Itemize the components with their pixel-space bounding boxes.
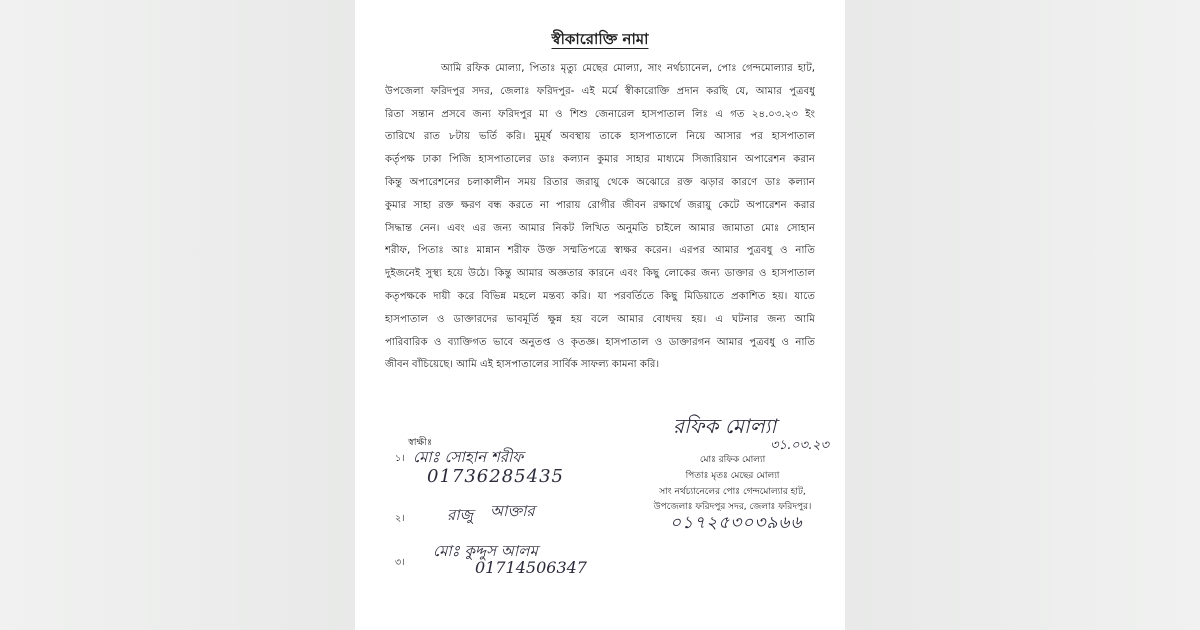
statement-line: কুমার সাহা রক্ত ক্ষরণ বন্ধ করতে না পারায় রোগীর জীবন রক্ষার্থে জরায়ু কেটে অপারেশন করার <box>385 199 815 211</box>
signature-date: ৩১.০৩.২৩ <box>770 438 829 453</box>
statement-line: জীবন বাঁচিয়েছে। আমি এই হাসপাতালের সার্বিক সাফল্য কামনা করি। <box>385 359 660 371</box>
signatory-address-line2: উপজেলাঃ ফরিদপুর সদর, জেলাঃ ফরিদপুর। <box>653 502 812 512</box>
statement-line: আমি রফিক মোল্যা, পিতাঃ মৃত্যু মেছের মোল্যা, সাং নর্থচ্যানেল, পোঃ গেন্দমোল্যার হাট, <box>441 63 815 74</box>
statement-line: উপজেলা ফরিদপুর সদর, জেলাঃ ফরিদপুর- এই মর্মে স্বীকারোক্তি প্রদান করছি যে, আমার পুত্রবধু <box>385 85 815 97</box>
witness-number: ১। <box>395 453 405 464</box>
statement-line: সিদ্ধান্ত নেন। এবং এর জন্য আমার নিকট লিখিত অনুমতি চাইলে আমার জামাতা মোঃ সোহান <box>385 222 815 234</box>
statement-line: তারিখে রাত ৮টায় ভর্তি করি। মুমূর্ষ অবস্থায় তাকে হাসপাতালে নিয়ে আসার পর হাসপাতাল <box>385 131 815 143</box>
witness-phone: 01736285435 <box>427 466 564 487</box>
statement-body <box>385 58 815 377</box>
statement-line: হাসপাতাল ও ডাক্তারদের ভাবমূর্তি ক্ষুন্ন হয় বলে আমার বোধদয় হয়। এ ঘটনার জন্য আমি <box>385 313 815 325</box>
document-page <box>355 0 845 630</box>
witness-number: ৩। <box>395 557 405 568</box>
witness-phone: 01714506347 <box>475 558 587 577</box>
document-title: স্বীকারোক্তি নামা <box>551 30 649 48</box>
background-left <box>0 0 355 630</box>
signatory-name: মোঃ রফিক মোল্যা <box>699 455 766 465</box>
signatory-signature: রফিক মোল্যা <box>673 414 777 438</box>
statement-line: পারিবারিক ও ব্যাক্তিগত ভাবে অনুতপ্ত ও কৃতজ্ঞ। হাসপাতাল ও ডাক্তারগন আমার পুত্রবধু ও নাতি <box>385 336 815 348</box>
witness-number: ২। <box>395 513 405 524</box>
statement-line: কিন্তু অপারেশনের চলাকালীন সময় রিতার জরায়ু থেকে অঝোরে রক্ত ঝড়ার কারণে ডাঃ কল্যান <box>385 176 815 188</box>
statement-line: কর্তৃপক্ষ ঢাকা পিজি হাসপাতালের ডাঃ কল্যান কুমার সাহার মাধ্যমে সিজারিয়ান অপারেশন করান <box>385 154 815 166</box>
witness-signature: মোঃ সোহান শরীফ <box>413 448 524 466</box>
statement-line: দুইজনেই সুস্থ্য হয়ে উঠে। কিন্তু আমার অজ্ঞতার কারনে এবং কিছু লোকের জন্য ডাক্তার ও হাসপাতাল <box>385 268 815 280</box>
signatory-father: পিতাঃ মৃতঃ মেছের মোল্যা <box>685 471 780 481</box>
signatory-address-line1: সাং নর্থচ্যানেলের পোঃ গেন্দমোল্যার হাট, <box>659 487 806 497</box>
witness-signature-extra: আক্তার <box>490 502 535 520</box>
witness-signature: রাজু <box>447 506 474 524</box>
witness-signature: মোঃ কুদ্দুস আলম <box>433 542 538 560</box>
statement-line: রিতা সন্তান প্রসবে জন্য ফরিদপুর মা ও শিশু জেনারেল হাসপাতাল লিঃ এ গত ২৪.০৩.২৩ ইং <box>385 108 815 120</box>
statement-line: কতৃপক্ষকে দায়ী করে বিভিন্ন মহলে মন্তব্য করি। যা পরবর্তিতে কিছু মিডিয়াতে প্রকাশিত হয়। যাতে <box>385 290 815 302</box>
witness-label: স্বাক্ষীঃ <box>408 437 433 448</box>
signatory-phone: ০১৭২৫৩০৩৯৬৬ <box>670 513 803 533</box>
background-right <box>845 0 1200 630</box>
statement-line: শরীফ, পিতাঃ আঃ মান্নান শরীফ উক্ত সম্মতিপত্রে স্বাক্ষর করেন। এরপর আমার পুত্রবধু ও নাতি <box>385 245 815 257</box>
